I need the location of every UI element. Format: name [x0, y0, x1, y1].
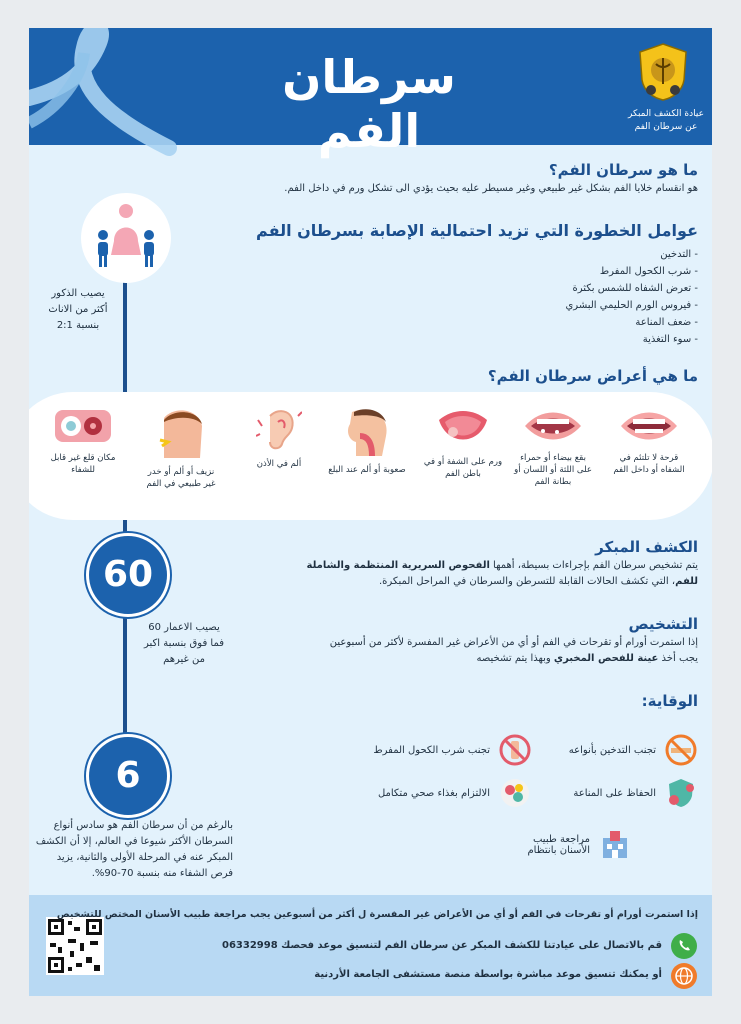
prevention-item: تجنب التدخين بأنواعه [569, 733, 698, 767]
prevention-heading: الوقاية: [641, 692, 698, 710]
symptom-item: ألم في الأذن [239, 406, 319, 470]
no-alcohol-icon [498, 733, 532, 767]
white-patches-icon [521, 406, 585, 446]
symptom-item: نزيف أو ألم أو خدر غير طبيعي في الفم [141, 406, 221, 490]
diagnosis-heading: التشخيص [628, 615, 698, 633]
awareness-ribbon-icon [29, 28, 189, 168]
prevention-item: الحفاظ على المناعة [573, 776, 698, 810]
symptom-item: ورم على الشفة أو في باطن الفم [423, 406, 503, 480]
gender-note: يصيب الذكور أكثر من الاناث بنسبة 2:1 [48, 288, 108, 331]
prevention-item: تجنب شرب الكحول المفرط [373, 733, 532, 767]
qr-code[interactable] [46, 917, 104, 975]
mouth-ulcer-icon [617, 406, 681, 446]
clinic-name: عيادة الكشف المبكر عن سرطان الفم [628, 109, 704, 132]
timeline-line [123, 278, 127, 396]
early-detection-heading: الكشف المبكر [595, 538, 698, 556]
face-pain-icon [154, 406, 208, 460]
tongue-lump-icon [435, 406, 491, 450]
header-banner [29, 28, 712, 158]
swallowing-pain-icon [342, 406, 392, 458]
people-circle [81, 193, 171, 283]
globe-icon[interactable] [671, 963, 697, 989]
rank-stat-note: بالرغم من أن سرطان الفم هو سادس أنواع السرطان الأكثر شيوعا في العالم، إلا أن الكشف المبكر عنه في المرحلة الأولى والثانية، يزيد فرص الشفاء منه بنسبة 70-90%. [35, 820, 233, 879]
healthy-food-icon [498, 776, 532, 810]
footer-phone-text: قم بالاتصال على عيادتنا للكشف المبكر عن سرطان الفم لتنسيق موعد فحصك 06332998 [222, 940, 662, 951]
early-detection-text: يتم تشخيص سرطان الفم بإجراءات بسيطة، أهمها الفحوص السريرية المنتظمة والشاملة للفم، التي تكشف الحالات القابلة للتسرطن والسرطان في المراحل المبكرة. [306, 560, 698, 587]
qr-code-icon [46, 917, 104, 975]
what-is-text: هو انقسام خلايا الفم بشكل غير طبيعي وغير مسيطر عليه بحيث يؤدي الى تشكل ورم في داخل الفم. [284, 183, 698, 194]
symptom-item: صعوبة أو ألم عند البلع [327, 406, 407, 476]
what-is-heading: ما هو سرطان الفم؟ [548, 161, 698, 179]
prevention-item: مراجعة طبيب الأسنان بانتظام [500, 828, 632, 862]
clinic-logo [638, 42, 688, 102]
risk-factor-item: - التدخين [660, 249, 698, 260]
symptom-item: بقع بيضاء أو حمراء على اللثة أو اللسان أو بطانة الفم [513, 406, 593, 488]
immunity-icon [664, 776, 698, 810]
risk-factors-list [398, 246, 698, 348]
symptom-item: قرحة لا تلتئم في الشفاه أو داخل الفم [609, 406, 689, 476]
whatsapp-icon[interactable] [671, 933, 697, 959]
symptoms-heading: ما هي أعراض سرطان الفم؟ [487, 367, 698, 385]
dental-clinic-icon [598, 828, 632, 862]
diagnosis-text: إذا استمرت أورام أو تقرحات في الفم أو أي من الأعراض غير المفسرة لأكثر من أسبوعين يجب أخذ عينة للفحص المخبري وبهذا يتم تشخيصه [329, 637, 698, 664]
risk-factor-item: - سوء التغذية [642, 334, 698, 345]
footer-web-text: أو يمكنك تنسيق موعد مباشرة بواسطة منصة مستشفى الجامعة الأردنية [314, 969, 662, 980]
prevention-item: الالتزام بغذاء صحي متكامل [378, 776, 532, 810]
family-icon [81, 193, 171, 283]
footer [29, 895, 712, 996]
risk-factor-item: - تعرض الشفاه للشمس بكثرة [572, 283, 698, 294]
risk-factors-heading: عوامل الخطورة التي تزيد احتمالية الإصابة بسرطان الفم [256, 221, 698, 240]
age-stat-note: يصيب الاعمار 60 فما فوق بنسبة اكبر من غيرهم [143, 622, 225, 665]
page-title: سرطان الفم [282, 50, 456, 158]
ear-pain-icon [256, 406, 302, 452]
rank-stat-circle: 6 [86, 734, 170, 818]
age-stat-circle: 60 [86, 533, 170, 617]
risk-factor-item: - شرب الكحول المفرط [599, 266, 698, 277]
tooth-extraction-icon [53, 406, 113, 446]
symptom-item: مكان قلع غير قابل للشفاء [43, 406, 123, 476]
phone-icon [671, 933, 697, 959]
risk-factor-item: - ضعف المناعة [635, 317, 698, 328]
risk-factor-item: - فيروس الورم الحليمي البشري [565, 300, 698, 311]
poster [29, 28, 712, 996]
globe-glyph [671, 963, 697, 989]
footer-advice: إذا استمرت أورام أو تقرحات في الفم أو أي من الأعراض غير المفسرة ل أكثر من أسبوعين يجب مراجعة طبيب الأسنان المختص للتشخيص [56, 909, 698, 920]
no-smoking-icon [664, 733, 698, 767]
